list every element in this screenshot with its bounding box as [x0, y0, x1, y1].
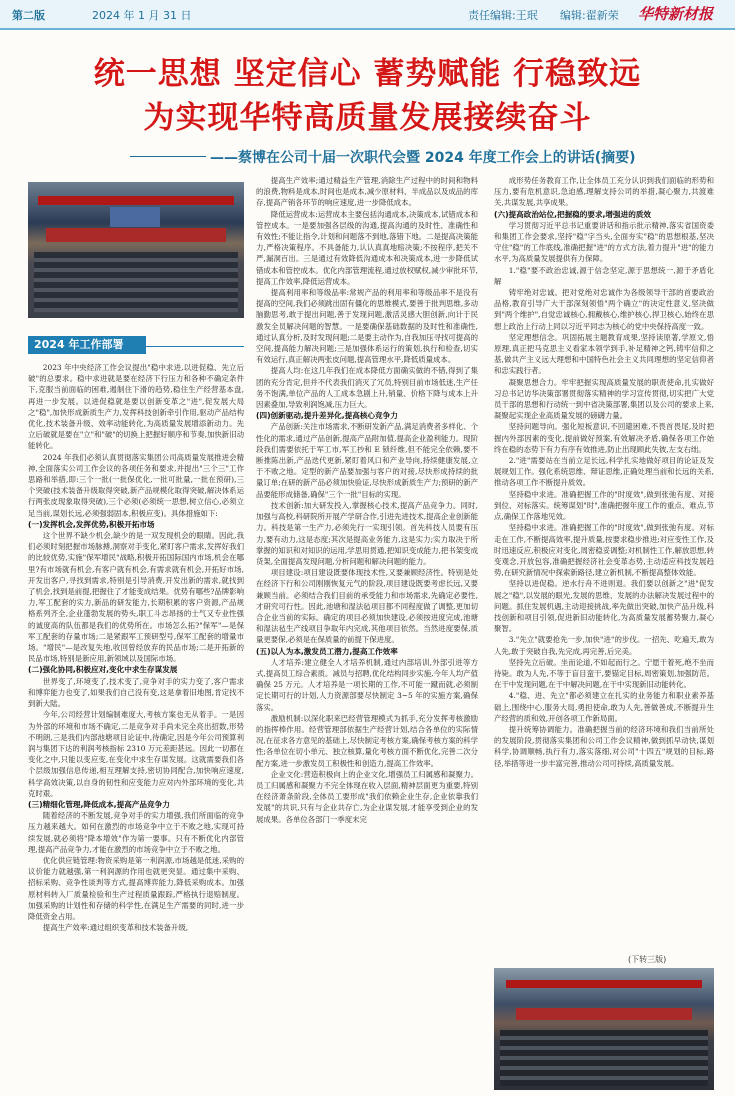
section-heading: (一)发挥机会,发挥优势,积极开拓市场 — [28, 519, 155, 529]
article-column-2 — [256, 175, 478, 1092]
section-heading: (三)精细化管理,降低成本,提高产品竞争力 — [28, 799, 170, 809]
paragraph: 降低运营成本:运营成本主要包括沟通成本,决策成本,试错成本和管控成本。一是要加强各层级的沟通,提高沟通的及时性、准确性和有效性;不能让指令,计划和问题落不到地,落错下地。二是提高决策能力,严格决策程序。不具备能力,认认真真地赔决策;不按程序,把关不严,漏洞百出。三是通过有效降低沟通成本和决策成本,进一步降低试错成本和管控成本。优化内部管理流程,通过放权赋权,减少审批环节,提高工作效率,降低运营成本。 — [256, 209, 478, 286]
subtitle-rule — [130, 156, 206, 157]
edition-label: 第二版 — [12, 9, 45, 22]
paragraph: 1."稳"要不政治忠诚,源于信念坚定,源于思想统一,源于矛盾化解 — [494, 265, 714, 286]
issue-date: 2024 年 1 月 31 日 — [92, 9, 192, 22]
paragraph: 产品创新:关注市场需求,不断研发新产品,满足消费者多样化、个性化的需求,通过产品创新,提高产品附加值,提高企业盈利能力。现阶段我们需要依托于军工市,军工抄和 E 锁纤维,但不能完全依赖,要不断推陈出新,产品迭代更新,紧盯着风口和产业导向,持续健康发展,立于不败之地。定型的新产品要加强与客户的对接,尽快形成持续的批量订单;在研的新产品必须加快验证,尽快形成新质生产力;预研的新产品要能形成储备,确保"三个一批"目标的实现。 — [256, 422, 478, 499]
headline-line-2: 为实现华特高质量发展接续奋斗 — [143, 100, 592, 136]
paragraph: 提升统筹协调能力。准确把握当前的经济环境和我们当前所处的发展阶段,贯彻落实集团和公司工作会议精神,做到抓早动快,谋划科学,协调顺畅,执行有力,落实落细,对公司"十四五"规划的目标,路径,举措等进一步丰富完善,推动公司可持续,高质量发展。 — [494, 724, 714, 768]
paragraph: 坚持以进促稳。逆水行舟不进则退。我们要以创新之"进"促发展之"稳",以发展的眼光,发展的思维、发展的办法解决发展过程中的问题。抓住发展机遇,主动迎接挑战,率先做出突破,加快产品升级,科技创新和项目引领,促进新旧动能转化,为高质量发展蓄势聚力,凝心聚智。 — [494, 579, 714, 634]
paragraph: 人才培养:建立健全人才培养机制,通过内部培训,外部引进等方式,提高员工综合素质。减员与招聘,优化结构同步实施,今年人均产值确保 25 万元。人才培养是一项长期的工作,不可能一蹴而就,必须制定长期可行的计划,人力资源部要尽快制定 3~5 年的实施方案,确保落实。 — [256, 657, 478, 712]
stage-banner — [38, 196, 234, 205]
paragraph: 坚持问题导向。强化短板意识,不回避困难,不畏首畏尾,及时把握内外部因素的变化,提前做好预案,有效解决矛盾,确保各项工作始终在稳的态势下有力有序有效推进,防止出现顾此失彼,左支右绌。 — [494, 422, 714, 454]
paragraph: 2024 年我们必须认真贯彻落实集团公司高质量发展推进会精神,全面落实公司工作会议的各项任务和要求,并提出"三个三"工作思路和举措,即:三个一批(一批保优化,一批可批量,一批在预研),三个突破(技术装备升级取得突破,新产品规模化取得突破,解决体系运行两张皮现象取得突破),三个必须(必须统一思想,树立信心,必须立足当前,谋划长远,必须强弱固本,积极应变)。具体措施如下: — [28, 452, 244, 518]
paragraph: 提高生产效率;通过精益生产管理,消除生产过程中的时间和物料的浪费,物料是成本,时间也是成本,减少原材料、半成品以及成品的库存,提高产销各环节的响应速度,进一步降低成本。 — [256, 176, 478, 208]
paragraph: 2."进"需要站在当前立足长远,科学扎实地做好项目的论证及发展规划工作。强化系统思维、辩证思维,正确处理当前和长远的关系,推动各项工作不断提升质效。 — [494, 456, 714, 488]
paragraph: 坚持稳中求进。准确把握工作的"时度效",做到张弛有度、对接到位、对标落实。统筹谋划"时",准确把握年度工作的重点、难点,节点,确保工作落地见效。 — [494, 489, 714, 522]
section-badge: 2024 年工作部署 — [28, 336, 146, 354]
section-heading: (五)以人为本,激发员工潜力,提高工作效率 — [256, 646, 398, 656]
paragraph: 世界变了,环境变了,技术变了,竞争对手的实力变了,客户需求和博弈能力也变了,如果我们自己没有变,这是拿着旧地图,肯定找不到新大陆。 — [28, 676, 244, 709]
paragraph: 3."先立"就要抢先一步,加快"进"的步伐。一招先、吃遍天,敢为人先,敢于突破自我,先完成,再完善,后完美。 — [494, 635, 714, 656]
paragraph: 今年,公司经营计划编制难度大,考核方案也无从着手。一是因为外部的环境和市场不确定,二是竞争对手尚未完全亮出招数,形势不明朗,三是我们内部池塘项目论证中,待确定,因是今年公司预算利润与集团下达的利润考核指标 2310 万元差距甚远。因此一切都在变化之中,只能以变应变,在变化中求生存谋发展。这就需要我们各个层级加强信息传递,相互理解支持,密切协同配合,加快响应速度,科学高效决策,以自身的韧性和应变能力应对内外部环境的变化,共克时艰。 — [28, 710, 244, 798]
paragraph: 项目建设:项目建设既要体现技术性,又要兼顾经济性。特别是处在经济下行和公司刚刚恢复元气的阶段,项目建设既要考虑长远,又要兼顾当前。必须结合我们目前的承受能力和市场需求,先确定必要性,才研究可行性。因此,池塘和湿法毡项目都不同程度做了调整,更加切合企业当前的实际。确定的项目必须加快建设,必须按进度完成,池塘和湿法毡生产线项目争取年内完成,其他项目依然。当然进度要保,质量更要保,必须是在保质量的前提下保进度。 — [256, 568, 478, 645]
stage-screen — [110, 207, 160, 227]
continued-note: (下转三版) — [628, 955, 667, 964]
headline-line-1: 统一思想 坚定信心 蓄势赋能 行稳致远 — [93, 56, 642, 92]
section-heading: (六)提高政治站位,把握稳的要求,增强进的质效 — [494, 209, 651, 219]
podium-table — [46, 228, 226, 242]
paragraph: 坚持稳中求进。准确把握工作的"时度效",做到张弛有度。对标走在工作,不断提高效率,提升质量,按要求稳步推进;对应变性工作,及时迅速反应,积极应对变化,周密稳妥调整;对机制性工作,解放思想,转变观念,开放包容,准确把握经济社会变革态势,主动适应科技发展趋势,在研究新情况中探索新路径,建立新机制,不断提高整体效能。 — [494, 523, 714, 578]
podium-table — [516, 1008, 692, 1020]
paragraph: 坚定理想信念。巩固拓展主题教育成果,坚持读原著,学原文,悟原理,真正把马克思主义看家本领学到手,补足精神之钙,铸牢信仰之基,做共产主义远大理想和中国特色社会主义共同理想的坚定信仰者和忠实践行者。 — [494, 332, 714, 376]
paragraph: 4."稳、进、先立"都必须建立在扎实的业务能力和职业素养基础上,围绕中心,服务大局,勇担使命,敢为人先,善做善成,不断提升生产经营的质和效,开创各项工作新局面。 — [494, 691, 714, 723]
paragraph: 优化供应链管理:物资采购是第一利润源,市场越是低迷,采购的议价能力就越强,第一利润源的作用也就更突显。通过集中采购、招标采购、竞争性谈判等方式,提高博弈能力,降低采购成本。加强原材料转入厂质量检验和生产过程质量跟踪,严格执行退赔制度。加强采购的计划性和存储的科学性,在满足生产需要的同时,进一步降低资金占用。 — [28, 855, 244, 921]
editor-name: 编辑:翟新荣 — [560, 9, 619, 22]
audience-rows — [34, 252, 238, 312]
paragraph: 激励机制:以深化职来巴经营管理模式为抓手,充分发挥考核激励的指挥棒作用。经营管理部依据生产经营计划,结合各单位的实际情况,在征求各方意见的基础上,尽快制定考核方案,确保考核方案的科学性;各单位在切小单元、独立核算,量化考核方面不断优化,完善二次分配方案,进一步激发员工积极性和创造力,提高工作效率。 — [256, 713, 478, 768]
paragraph: 2023 年中央经济工作会议提出"稳中求进,以进促稳、先立后破"的总要求。稳中求进就是要在经济下行压力和各种不确定条件下,克服当前面临的困难,遏制住下滑的趋势,稳住生产经营基本盘,再进一步发展。以进促稳就是要以创新变革之"进",促发展大局之"稳",加快形成新质生产力,发挥科技创新牵引作用,驱动产品结构优化,技术装备升级、效率动能转化,为高质量发展增添新动力。先立后破就是要在"立"和"破"的切换上把握好顺序和节奏,加快新旧动能转化。 — [28, 363, 244, 451]
paragraph: 铸牢绝对忠诚。把对党绝对忠诚作为各级领导干部的首要政治品格,教育引导广大干部深刻领悟"两个确立"的决定性意义,坚决做到"两个维护",自觉忠诚核心,拥戴核心,维护核心,捍卫核心,始终在思想上政治上行动上同以习近平同志为核心的党中央保持高度一致。 — [494, 288, 714, 331]
article-subtitle: ——蔡博在公司十届一次职代会暨 2024 年度工作会上的讲话(摘要) — [210, 150, 636, 166]
paragraph: 企业文化:营造积极向上的企业文化,增强员工归属感和凝聚力。员工归属感和凝聚力不完全体现在收入层面,精神层面更为重要,特别在经济萧条阶段,全体员工要形成"我们依赖企业生存,企业依靠我们发展"的共识,只有与企业共存亡,为企业谋发展,才能享受到企业的发展成果。各单位各部门一季度末完 — [256, 769, 478, 824]
paragraph: 成形势任务教育工作,让全体员工充分认识到我们面临的形势和压力,要有危机意识,急迫感,理解支持公司的举措,凝心聚力,共渡难关,共谋发展,共享成果。 — [494, 176, 714, 208]
paragraph: 学习贯彻习近平总书记重要讲话和指示批示精神,落实省国资委和集团工作会要求,坚持"稳"字当头,全面夯实"稳"的思想根基,坚决守住"稳"的工作底线,准确把握"进"的方式方法,着力提升"进"的能力水平,为高质量发展提供有力保障。 — [494, 220, 714, 264]
paragraph: 坚持先立后破。坐而论道,不如起而行之。宁愿干着死,绝不坐而待毙。敢为人先,不等于盲目蛮干,要锚定目标,周密策划,加强防范。在干中发现问题,在干中解决问题,在干中实现新旧动能转化。 — [494, 657, 714, 690]
paper-logo: 华特新材报 — [638, 5, 714, 23]
section-heading: (四)创新驱动,提升差异化,提高核心竞争力 — [256, 411, 398, 421]
article-column-1 — [28, 362, 244, 1092]
paragraph: 提高人均:在这几年我们在成本降低方面确实做的不错,得到了集团的充分肯定,但并不代表我们消灭了冗员,特别目前市场低迷,生产任务不饱满,单位产品的人工成本急剧上升,销量、价格下降与成本上升因素叠加,导致利润饱减,压力巨大。 — [256, 366, 478, 410]
section-heading: (二)强化协同,积极应对,变化中求生存谋发展 — [28, 665, 178, 675]
article-column-3 — [494, 175, 714, 965]
stage-banner — [506, 980, 702, 988]
paragraph: 提高生产效率:通过组织变革和技术装备升级, — [42, 923, 189, 933]
audience-rows — [500, 1030, 708, 1086]
paragraph: 这个世界不缺少机会,缺少的是一双发现机会的眼睛。因此,我们必须时刻把握市场脉搏,洞察对手变化,紧盯客户需求,发挥好我们的比较优势,实施"保军增民"战略,积极开拓国际国内市场,机会在哪里?有市场就有机会,有客户就有机会,有需求就有机会,开拓好市场,开发出客户,寻找到需求,特别是引导消费,开发出新的需求,就找到了机会,找到是前提,把握住了才能变成结果。优势有哪些?品牌影响力,军工配套的实力,新品的研发能力,长期积累的客户资源,产品规格系列齐全,企业蓬勃发展的势头,职工斗志昂扬的士气又专业性强的诚度高的队伍都是我们的优势所在。市场怎么拓?"保军"—是保军工配套的存量市场;二是紧跟军工预研型号,保军工配套的增量市场。"增民"—是改复失地,收回曾经放弃的民品市场;二是开拓新的民品市场,特别是新应用,新领域以及国际市场。 — [28, 531, 244, 664]
meeting-photo-top — [28, 182, 244, 318]
section-rule — [146, 346, 244, 347]
paragraph: 随着经济的不断发展,竞争对手的实力增强,我们所面临的竞争压力越来越大。如何在激烈的市场竞争中立于不败之地,实现可持续发展,就必须将"降本增效"作为第一要事。只有不断优化内部管理,提高产品竞争力,才能在激烈的市场竞争中立于不败之地。 — [28, 811, 244, 854]
page-header-bar — [0, 0, 735, 30]
paragraph: 技术创新:加大研发投入,掌握核心技术,提高产品竞争力。同时,加强与高校,科研院所开展产学研合作,引进先进技术,提高企业创新能力。科技是第一生产力,必须先行一实现引领。首先科技人员要有压力,要有动力,这是态度;其次是提高业务能力,这是实力;实力取决于所掌握的知识和对知识的运用,学思用贯通,把知识变成能力,把书架变成货架,全面提高发现问题,分析问题和解决问题的能力。 — [256, 500, 478, 566]
paragraph: 提高利用率和等级品率:常规产品的利用率和等级品率不是没有提高的空间,我们必须跳出固有僵化的思维模式,要善于批判思维,多动脑勤思考,敢于提出问题,善于发现问题,激活灵感大胆创新,向计于民激发全员解决问题的智慧。一是要确保基础数据的及时性和准确性,通过认真分析,及时发现问题;二是要主动作为,自我加压寻找可提高的空间,提高能力解决问题;三是加强体系运行的策划,执行和检查,切实有效运行,真正解决两张皮问题,提高管理水平,降低质量成本。 — [256, 288, 478, 365]
paragraph: 凝聚思想合力。牢牢把握实现高质量发展的职责使命,扎实做好习总书记访华决策部署贯彻落实精神的学习宣传贯彻,切实把广大党员干部的思想和行动统一到中省决策部署,集团以及公司的要求上来,凝聚起实现企业高质量发展的磅礴力量。 — [494, 377, 714, 421]
meeting-photo-bottom — [494, 968, 714, 1090]
editor-in-charge: 责任编辑:王珉 — [468, 9, 538, 22]
